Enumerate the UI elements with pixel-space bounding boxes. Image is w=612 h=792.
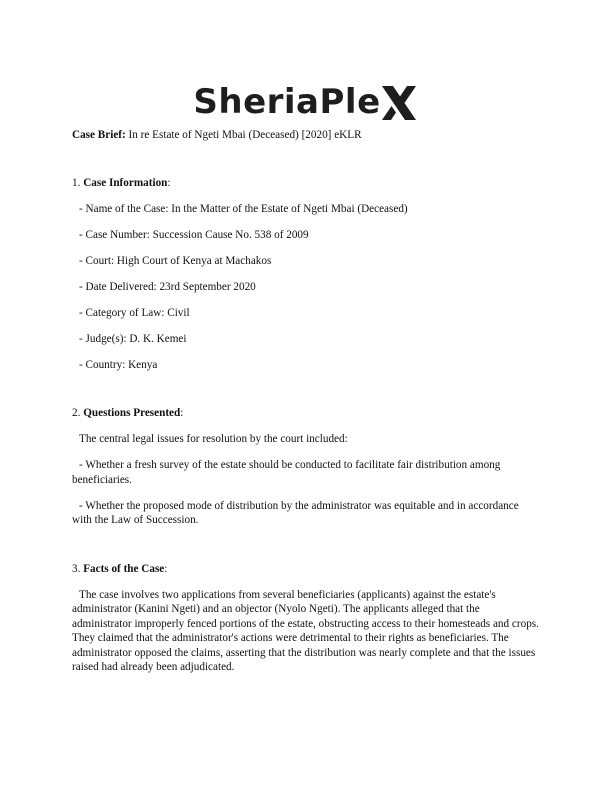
case-info-judge: - Judge(s): D. K. Kemei [79, 332, 187, 345]
logo-x-mark-icon [379, 83, 419, 123]
section-3-title: Facts of the Case [83, 562, 165, 575]
case-brief-label: Case Brief: [72, 129, 126, 141]
section-2-heading: 2. Questions Presented: [72, 407, 184, 419]
logo-wordmark: SheriaPle [193, 82, 381, 122]
question-2: - Whether the proposed mode of distribution by the administrator was equitable and in accordance with the Law of Succession. [72, 499, 519, 526]
case-info-number: - Case Number: Succession Cause No. 538 of 2009 [79, 228, 309, 241]
section-1-title: Case Information [83, 176, 168, 189]
section-1-heading: 1. Case Information: [72, 176, 171, 189]
case-brief-line [72, 128, 540, 143]
sheriaplex-logo [0, 80, 612, 124]
section-3-heading: 3. Facts of the Case: [72, 562, 168, 575]
case-info-category: - Category of Law: Civil [79, 306, 190, 319]
case-info-date: - Date Delivered: 23rd September 2020 [79, 280, 256, 293]
case-info-court: - Court: High Court of Kenya at Machakos [79, 254, 272, 267]
case-info-country: - Country: Kenya [79, 358, 158, 371]
section-2-title: Questions Presented [83, 407, 181, 419]
question-1: - Whether a fresh survey of the estate should be conducted to facilitate fair distribution among beneficiaries. [72, 459, 501, 486]
document-body [72, 128, 540, 675]
case-brief-title: In re Estate of Ngeti Mbai (Deceased) [2020] eKLR [128, 129, 362, 141]
facts-paragraph: The case involves two applications from several beneficiaries (applicants) against the estate's administrator (Kanini Ngeti) and an objector (Nyolo Ngeti). The applicants alleged that the administrator improperly fenced portions of the estate, obstructing access to their homesteads and crops. They claimed that the administrator's actions were detrimental to their rights as beneficiaries. The administrator opposed the claims, asserting that the distribution was nearly complete and that the issues raised had already been adjudicated. [72, 588, 539, 673]
case-info-name: - Name of the Case: In the Matter of the Estate of Ngeti Mbai (Deceased) [79, 202, 408, 215]
questions-intro: The central legal issues for resolution by the court included: [79, 433, 348, 445]
